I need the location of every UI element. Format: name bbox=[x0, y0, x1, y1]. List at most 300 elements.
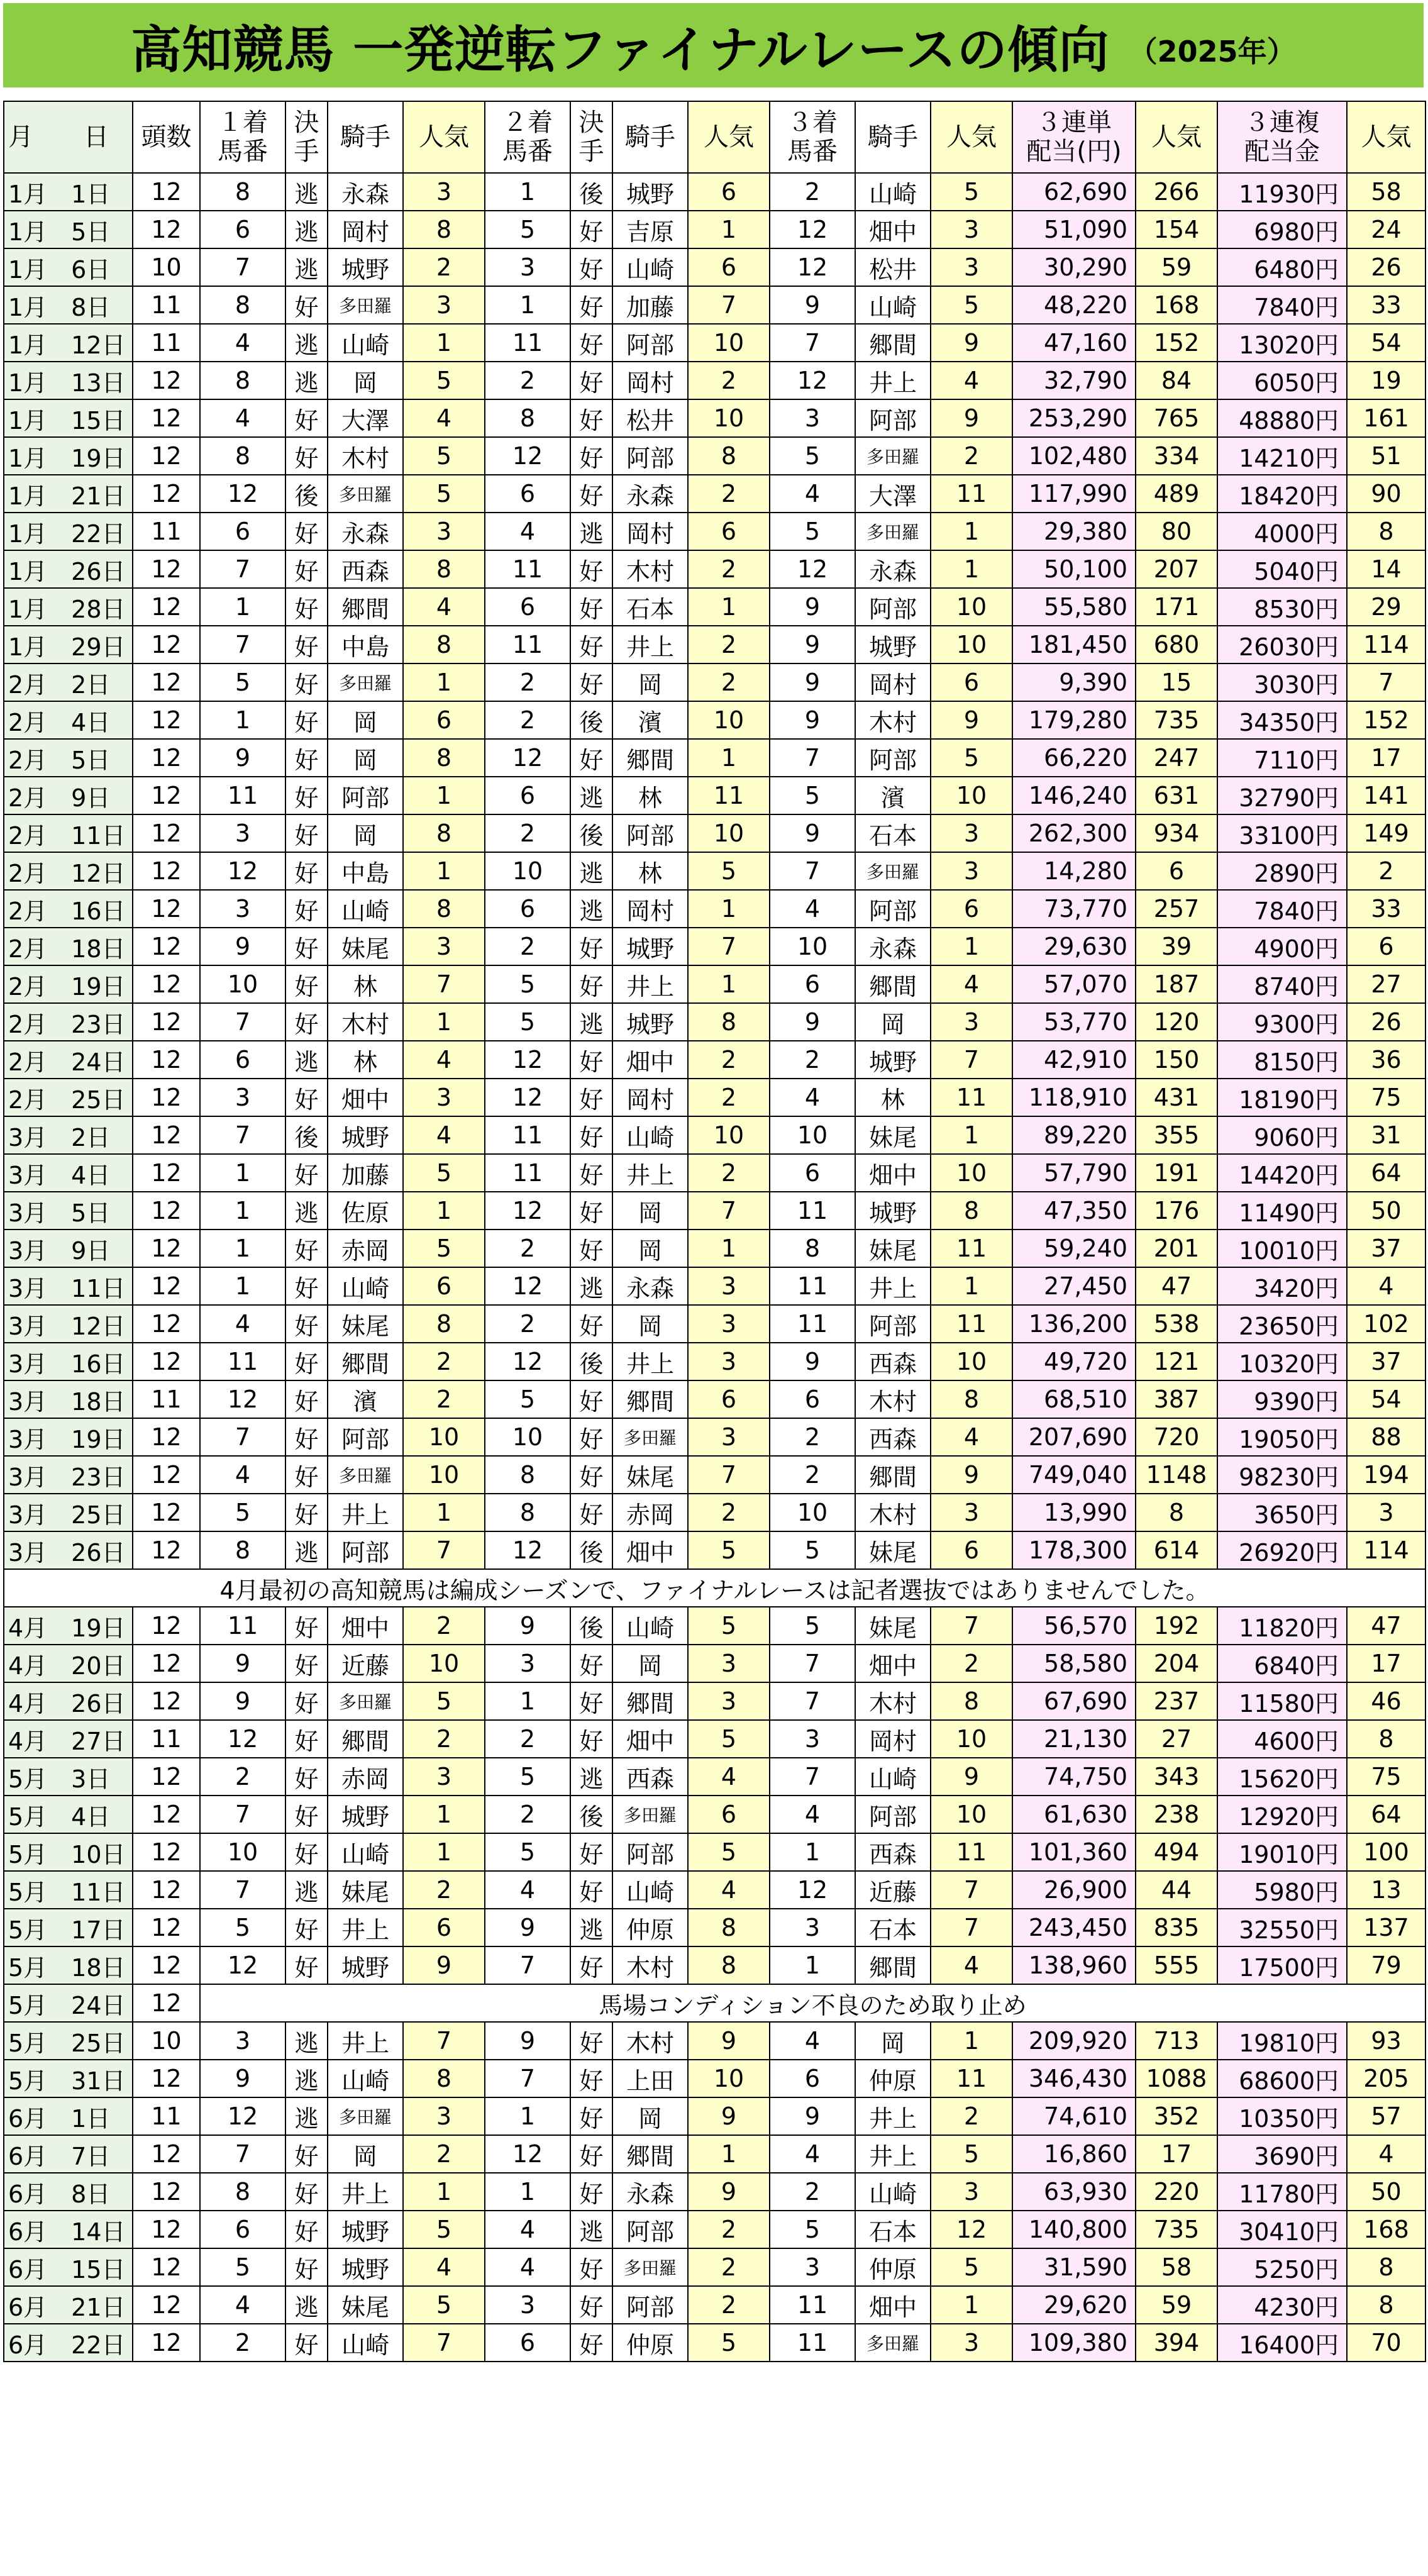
third-number: 10 bbox=[770, 928, 855, 965]
second-number: 8 bbox=[485, 399, 570, 437]
page-year: （2025年） bbox=[1128, 35, 1296, 69]
third-number: 4 bbox=[770, 1796, 855, 1833]
trifecta-popularity: 220 bbox=[1136, 2173, 1217, 2211]
trio-payout: 3420円 bbox=[1217, 1267, 1347, 1305]
table-row bbox=[4, 852, 1425, 890]
first-style: 好 bbox=[285, 1758, 328, 1796]
first-number: 7 bbox=[200, 1418, 285, 1456]
first-style: 好 bbox=[285, 928, 328, 965]
second-jockey: 濱 bbox=[612, 701, 688, 739]
table-row bbox=[4, 777, 1425, 814]
first-style: 逃 bbox=[285, 248, 328, 286]
second-number: 12 bbox=[485, 1192, 570, 1230]
second-style: 後 bbox=[570, 814, 612, 852]
table-row bbox=[4, 2286, 1425, 2324]
second-jockey: 郷間 bbox=[612, 1682, 688, 1720]
header-second-style: 決 手 bbox=[570, 101, 612, 173]
first-jockey: 岡 bbox=[328, 701, 403, 739]
field-size: 12 bbox=[133, 1682, 200, 1720]
trifecta-payout: 138,960 bbox=[1012, 1946, 1136, 1984]
second-popularity: 11 bbox=[688, 777, 770, 814]
first-popularity: 1 bbox=[403, 1003, 485, 1041]
third-popularity: 5 bbox=[931, 2248, 1012, 2286]
trio-popularity: 14 bbox=[1347, 550, 1425, 588]
first-jockey: 城野 bbox=[328, 1796, 403, 1833]
trio-popularity: 46 bbox=[1347, 1682, 1425, 1720]
table-row bbox=[4, 1343, 1425, 1380]
third-popularity: 2 bbox=[931, 2097, 1012, 2135]
table-row bbox=[4, 701, 1425, 739]
first-number: 12 bbox=[200, 475, 285, 513]
third-number: 1 bbox=[770, 1946, 855, 1984]
first-jockey: 山崎 bbox=[328, 324, 403, 362]
first-style: 後 bbox=[285, 475, 328, 513]
trio-popularity: 205 bbox=[1347, 2060, 1425, 2097]
first-style: 好 bbox=[285, 1833, 328, 1871]
table-row bbox=[4, 2135, 1425, 2173]
third-jockey: 畑中 bbox=[855, 1645, 931, 1682]
trio-payout: 12920円 bbox=[1217, 1796, 1347, 1833]
third-popularity: 1 bbox=[931, 2022, 1012, 2060]
second-popularity: 6 bbox=[688, 1380, 770, 1418]
second-style: 後 bbox=[570, 1796, 612, 1833]
second-number: 12 bbox=[485, 437, 570, 475]
race-date: 1月 5日 bbox=[4, 211, 133, 248]
first-number: 8 bbox=[200, 1531, 285, 1569]
first-style: 好 bbox=[285, 1230, 328, 1267]
field-size: 12 bbox=[133, 550, 200, 588]
first-style: 逃 bbox=[285, 2022, 328, 2060]
first-popularity: 3 bbox=[403, 286, 485, 324]
second-jockey: 木村 bbox=[612, 1946, 688, 1984]
second-number: 1 bbox=[485, 286, 570, 324]
race-date: 6月 1日 bbox=[4, 2097, 133, 2135]
second-jockey: 岡 bbox=[612, 1645, 688, 1682]
trio-payout: 98230円 bbox=[1217, 1456, 1347, 1494]
table-row bbox=[4, 1796, 1425, 1833]
trifecta-payout: 178,300 bbox=[1012, 1531, 1136, 1569]
second-popularity: 2 bbox=[688, 1494, 770, 1531]
trifecta-payout: 118,910 bbox=[1012, 1079, 1136, 1116]
race-date: 5月 4日 bbox=[4, 1796, 133, 1833]
first-popularity: 2 bbox=[403, 1720, 485, 1758]
third-jockey: 木村 bbox=[855, 1494, 931, 1531]
race-date: 6月 14日 bbox=[4, 2211, 133, 2248]
third-jockey: 多田羅 bbox=[855, 513, 931, 550]
field-size: 12 bbox=[133, 1494, 200, 1531]
first-jockey: 井上 bbox=[328, 1494, 403, 1531]
trio-popularity: 8 bbox=[1347, 1720, 1425, 1758]
race-date: 4月 27日 bbox=[4, 1720, 133, 1758]
third-jockey: 山崎 bbox=[855, 2173, 931, 2211]
first-jockey: 近藤 bbox=[328, 1645, 403, 1682]
trifecta-popularity: 257 bbox=[1136, 890, 1217, 928]
first-popularity: 4 bbox=[403, 588, 485, 626]
third-number: 4 bbox=[770, 890, 855, 928]
first-jockey: 岡 bbox=[328, 362, 403, 399]
first-number: 2 bbox=[200, 2324, 285, 2362]
trio-payout: 11490円 bbox=[1217, 1192, 1347, 1230]
first-style: 好 bbox=[285, 1003, 328, 1041]
second-style: 後 bbox=[570, 1343, 612, 1380]
second-popularity: 10 bbox=[688, 1116, 770, 1154]
trio-popularity: 27 bbox=[1347, 965, 1425, 1003]
first-style: 好 bbox=[285, 437, 328, 475]
third-number: 3 bbox=[770, 399, 855, 437]
third-number: 2 bbox=[770, 1456, 855, 1494]
trifecta-payout: 109,380 bbox=[1012, 2324, 1136, 2362]
trio-popularity: 70 bbox=[1347, 2324, 1425, 2362]
trio-popularity: 8 bbox=[1347, 513, 1425, 550]
second-jockey: 阿部 bbox=[612, 437, 688, 475]
trifecta-popularity: 352 bbox=[1136, 2097, 1217, 2135]
first-number: 12 bbox=[200, 1946, 285, 1984]
third-jockey: 木村 bbox=[855, 701, 931, 739]
second-style: 好 bbox=[570, 663, 612, 701]
first-popularity: 3 bbox=[403, 513, 485, 550]
second-jockey: 多田羅 bbox=[612, 2248, 688, 2286]
third-popularity: 3 bbox=[931, 2324, 1012, 2362]
third-popularity: 12 bbox=[931, 2211, 1012, 2248]
first-popularity: 2 bbox=[403, 1607, 485, 1645]
trio-popularity: 50 bbox=[1347, 2173, 1425, 2211]
third-popularity: 11 bbox=[931, 475, 1012, 513]
trifecta-payout: 57,790 bbox=[1012, 1154, 1136, 1192]
trifecta-payout: 62,690 bbox=[1012, 173, 1136, 211]
third-number: 9 bbox=[770, 1343, 855, 1380]
first-popularity: 10 bbox=[403, 1456, 485, 1494]
second-style: 好 bbox=[570, 2097, 612, 2135]
race-date: 5月 18日 bbox=[4, 1946, 133, 1984]
trifecta-payout: 51,090 bbox=[1012, 211, 1136, 248]
trifecta-popularity: 394 bbox=[1136, 2324, 1217, 2362]
race-date: 5月 31日 bbox=[4, 2060, 133, 2097]
first-popularity: 2 bbox=[403, 248, 485, 286]
second-popularity: 5 bbox=[688, 1833, 770, 1871]
field-size: 12 bbox=[133, 2286, 200, 2324]
header-first-number: １着 馬番 bbox=[200, 101, 285, 173]
trio-payout: 6840円 bbox=[1217, 1645, 1347, 1682]
third-number: 2 bbox=[770, 1418, 855, 1456]
first-popularity: 10 bbox=[403, 1645, 485, 1682]
first-style: 逃 bbox=[285, 2097, 328, 2135]
third-popularity: 9 bbox=[931, 399, 1012, 437]
third-number: 12 bbox=[770, 211, 855, 248]
first-jockey: 山崎 bbox=[328, 2060, 403, 2097]
trio-popularity: 33 bbox=[1347, 890, 1425, 928]
field-size: 12 bbox=[133, 1946, 200, 1984]
second-number: 5 bbox=[485, 1003, 570, 1041]
third-jockey: 多田羅 bbox=[855, 852, 931, 890]
second-number: 4 bbox=[485, 513, 570, 550]
first-style: 逃 bbox=[285, 1041, 328, 1079]
second-popularity: 1 bbox=[688, 1230, 770, 1267]
first-style: 逃 bbox=[285, 324, 328, 362]
second-number: 5 bbox=[485, 1833, 570, 1871]
first-jockey: 赤岡 bbox=[328, 1758, 403, 1796]
trio-popularity: 4 bbox=[1347, 2135, 1425, 2173]
second-number: 3 bbox=[485, 1645, 570, 1682]
second-popularity: 6 bbox=[688, 1796, 770, 1833]
first-number: 9 bbox=[200, 928, 285, 965]
field-size: 12 bbox=[133, 475, 200, 513]
trio-payout: 48880円 bbox=[1217, 399, 1347, 437]
second-style: 好 bbox=[570, 437, 612, 475]
second-style: 逃 bbox=[570, 852, 612, 890]
first-number: 5 bbox=[200, 1909, 285, 1946]
second-jockey: 岡村 bbox=[612, 890, 688, 928]
first-style: 好 bbox=[285, 550, 328, 588]
trio-payout: 9390円 bbox=[1217, 1380, 1347, 1418]
trio-popularity: 75 bbox=[1347, 1758, 1425, 1796]
second-jockey: 井上 bbox=[612, 1154, 688, 1192]
second-style: 好 bbox=[570, 588, 612, 626]
third-jockey: 西森 bbox=[855, 1833, 931, 1871]
second-popularity: 8 bbox=[688, 1909, 770, 1946]
second-number: 4 bbox=[485, 1871, 570, 1909]
third-number: 6 bbox=[770, 965, 855, 1003]
trio-popularity: 149 bbox=[1347, 814, 1425, 852]
trio-payout: 23650円 bbox=[1217, 1305, 1347, 1343]
second-number: 2 bbox=[485, 1720, 570, 1758]
first-popularity: 5 bbox=[403, 1230, 485, 1267]
table-header-row bbox=[4, 101, 1425, 173]
first-popularity: 4 bbox=[403, 1116, 485, 1154]
first-jockey: 加藤 bbox=[328, 1154, 403, 1192]
third-popularity: 10 bbox=[931, 626, 1012, 663]
trifecta-payout: 47,350 bbox=[1012, 1192, 1136, 1230]
second-style: 好 bbox=[570, 2324, 612, 2362]
third-jockey: 妹尾 bbox=[855, 1230, 931, 1267]
race-date: 2月 12日 bbox=[4, 852, 133, 890]
second-popularity: 1 bbox=[688, 965, 770, 1003]
second-jockey: 石本 bbox=[612, 588, 688, 626]
trio-payout: 32550円 bbox=[1217, 1909, 1347, 1946]
race-date: 3月 19日 bbox=[4, 1418, 133, 1456]
first-number: 6 bbox=[200, 211, 285, 248]
third-number: 11 bbox=[770, 1267, 855, 1305]
first-jockey: 岡村 bbox=[328, 211, 403, 248]
trio-payout: 26920円 bbox=[1217, 1531, 1347, 1569]
third-jockey: 井上 bbox=[855, 2097, 931, 2135]
first-style: 好 bbox=[285, 965, 328, 1003]
trifecta-payout: 74,750 bbox=[1012, 1758, 1136, 1796]
trio-popularity: 33 bbox=[1347, 286, 1425, 324]
second-popularity: 3 bbox=[688, 1645, 770, 1682]
third-jockey: 妹尾 bbox=[855, 1116, 931, 1154]
header-trifecta-payout: ３連単 配当(円) bbox=[1012, 101, 1136, 173]
second-number: 5 bbox=[485, 211, 570, 248]
first-jockey: 阿部 bbox=[328, 1531, 403, 1569]
trifecta-payout: 16,860 bbox=[1012, 2135, 1136, 2173]
first-jockey: 城野 bbox=[328, 2211, 403, 2248]
first-jockey: 山崎 bbox=[328, 890, 403, 928]
trifecta-popularity: 176 bbox=[1136, 1192, 1217, 1230]
third-number: 9 bbox=[770, 286, 855, 324]
first-style: 好 bbox=[285, 1380, 328, 1418]
third-jockey: 妹尾 bbox=[855, 1531, 931, 1569]
trifecta-popularity: 720 bbox=[1136, 1418, 1217, 1456]
second-jockey: 多田羅 bbox=[612, 1418, 688, 1456]
second-popularity: 8 bbox=[688, 1003, 770, 1041]
trifecta-popularity: 59 bbox=[1136, 248, 1217, 286]
trifecta-popularity: 58 bbox=[1136, 2248, 1217, 2286]
field-size: 11 bbox=[133, 513, 200, 550]
second-style: 好 bbox=[570, 1946, 612, 1984]
trio-popularity: 3 bbox=[1347, 1494, 1425, 1531]
third-jockey: 阿部 bbox=[855, 739, 931, 777]
first-number: 12 bbox=[200, 852, 285, 890]
table-row bbox=[4, 1720, 1425, 1758]
table-row bbox=[4, 814, 1425, 852]
first-style: 逃 bbox=[285, 362, 328, 399]
first-number: 7 bbox=[200, 1116, 285, 1154]
first-popularity: 7 bbox=[403, 2022, 485, 2060]
second-number: 8 bbox=[485, 1494, 570, 1531]
second-number: 2 bbox=[485, 928, 570, 965]
third-jockey: 仲原 bbox=[855, 2060, 931, 2097]
race-date: 5月 10日 bbox=[4, 1833, 133, 1871]
first-jockey: 妹尾 bbox=[328, 1871, 403, 1909]
third-jockey: 畑中 bbox=[855, 1154, 931, 1192]
third-jockey: 郷間 bbox=[855, 965, 931, 1003]
trifecta-payout: 89,220 bbox=[1012, 1116, 1136, 1154]
first-popularity: 7 bbox=[403, 2324, 485, 2362]
trio-popularity: 37 bbox=[1347, 1343, 1425, 1380]
first-number: 1 bbox=[200, 1230, 285, 1267]
first-number: 3 bbox=[200, 1079, 285, 1116]
table-row bbox=[4, 588, 1425, 626]
table-row bbox=[4, 1230, 1425, 1267]
third-popularity: 4 bbox=[931, 1418, 1012, 1456]
first-jockey: 妹尾 bbox=[328, 2286, 403, 2324]
trio-popularity: 54 bbox=[1347, 324, 1425, 362]
second-number: 5 bbox=[485, 1380, 570, 1418]
trio-payout: 11580円 bbox=[1217, 1682, 1347, 1720]
first-jockey: 妹尾 bbox=[328, 1305, 403, 1343]
table-row bbox=[4, 965, 1425, 1003]
trio-payout: 3030円 bbox=[1217, 663, 1347, 701]
table-row bbox=[4, 1192, 1425, 1230]
first-number: 8 bbox=[200, 362, 285, 399]
race-date: 1月 26日 bbox=[4, 550, 133, 588]
second-popularity: 2 bbox=[688, 362, 770, 399]
trifecta-popularity: 247 bbox=[1136, 739, 1217, 777]
third-number: 11 bbox=[770, 2324, 855, 2362]
second-number: 5 bbox=[485, 965, 570, 1003]
trio-popularity: 26 bbox=[1347, 248, 1425, 286]
trio-payout: 4230円 bbox=[1217, 2286, 1347, 2324]
header-first-style: 決 手 bbox=[285, 101, 328, 173]
second-style: 好 bbox=[570, 2248, 612, 2286]
second-jockey: 阿部 bbox=[612, 2286, 688, 2324]
second-popularity: 2 bbox=[688, 1079, 770, 1116]
trifecta-popularity: 187 bbox=[1136, 965, 1217, 1003]
trio-payout: 5040円 bbox=[1217, 550, 1347, 588]
table-row bbox=[4, 1833, 1425, 1871]
second-style: 後 bbox=[570, 173, 612, 211]
trifecta-popularity: 494 bbox=[1136, 1833, 1217, 1871]
second-number: 1 bbox=[485, 2173, 570, 2211]
third-popularity: 10 bbox=[931, 1720, 1012, 1758]
table-row bbox=[4, 663, 1425, 701]
table-row bbox=[4, 324, 1425, 362]
trio-payout: 14420円 bbox=[1217, 1154, 1347, 1192]
second-jockey: 永森 bbox=[612, 475, 688, 513]
table-row bbox=[4, 1607, 1425, 1645]
race-date: 3月 26日 bbox=[4, 1531, 133, 1569]
second-number: 3 bbox=[485, 248, 570, 286]
second-jockey: 阿部 bbox=[612, 324, 688, 362]
trio-popularity: 26 bbox=[1347, 1003, 1425, 1041]
third-number: 9 bbox=[770, 701, 855, 739]
third-jockey: 山崎 bbox=[855, 286, 931, 324]
third-jockey: 山崎 bbox=[855, 173, 931, 211]
first-number: 12 bbox=[200, 1380, 285, 1418]
field-size: 12 bbox=[133, 739, 200, 777]
first-popularity: 5 bbox=[403, 2211, 485, 2248]
first-popularity: 9 bbox=[403, 1946, 485, 1984]
table-row bbox=[4, 513, 1425, 550]
field-size: 12 bbox=[133, 777, 200, 814]
first-style: 好 bbox=[285, 1343, 328, 1380]
third-number: 4 bbox=[770, 2022, 855, 2060]
first-popularity: 7 bbox=[403, 1531, 485, 1569]
trio-payout: 6480円 bbox=[1217, 248, 1347, 286]
field-size: 12 bbox=[133, 2324, 200, 2362]
third-jockey: 林 bbox=[855, 1079, 931, 1116]
third-number: 12 bbox=[770, 362, 855, 399]
third-number: 9 bbox=[770, 814, 855, 852]
first-jockey: 井上 bbox=[328, 2022, 403, 2060]
trifecta-payout: 68,510 bbox=[1012, 1380, 1136, 1418]
first-popularity: 2 bbox=[403, 1380, 485, 1418]
second-jockey: 郷間 bbox=[612, 739, 688, 777]
second-style: 後 bbox=[570, 701, 612, 739]
first-jockey: 林 bbox=[328, 965, 403, 1003]
trifecta-popularity: 191 bbox=[1136, 1154, 1217, 1192]
second-number: 12 bbox=[485, 1267, 570, 1305]
first-jockey: 西森 bbox=[328, 550, 403, 588]
header-trio-payout: ３連複 配当金 bbox=[1217, 101, 1347, 173]
field-size: 12 bbox=[133, 2248, 200, 2286]
first-jockey: 木村 bbox=[328, 1003, 403, 1041]
third-jockey: 石本 bbox=[855, 814, 931, 852]
trifecta-payout: 9,390 bbox=[1012, 663, 1136, 701]
second-number: 5 bbox=[485, 1758, 570, 1796]
first-number: 1 bbox=[200, 1192, 285, 1230]
second-popularity: 10 bbox=[688, 324, 770, 362]
trio-payout: 18190円 bbox=[1217, 1079, 1347, 1116]
first-jockey: 山崎 bbox=[328, 2324, 403, 2362]
third-jockey: 木村 bbox=[855, 1682, 931, 1720]
trio-payout: 9060円 bbox=[1217, 1116, 1347, 1154]
first-popularity: 8 bbox=[403, 1305, 485, 1343]
trio-payout: 3650円 bbox=[1217, 1494, 1347, 1531]
first-jockey: 井上 bbox=[328, 1909, 403, 1946]
race-date: 5月 11日 bbox=[4, 1871, 133, 1909]
third-jockey: 多田羅 bbox=[855, 2324, 931, 2362]
third-popularity: 9 bbox=[931, 701, 1012, 739]
second-number: 9 bbox=[485, 1909, 570, 1946]
first-popularity: 3 bbox=[403, 2097, 485, 2135]
trio-popularity: 194 bbox=[1347, 1456, 1425, 1494]
trifecta-popularity: 44 bbox=[1136, 1871, 1217, 1909]
table-row bbox=[4, 2248, 1425, 2286]
field-size: 11 bbox=[133, 324, 200, 362]
second-style: 逃 bbox=[570, 777, 612, 814]
trifecta-payout: 749,040 bbox=[1012, 1456, 1136, 1494]
